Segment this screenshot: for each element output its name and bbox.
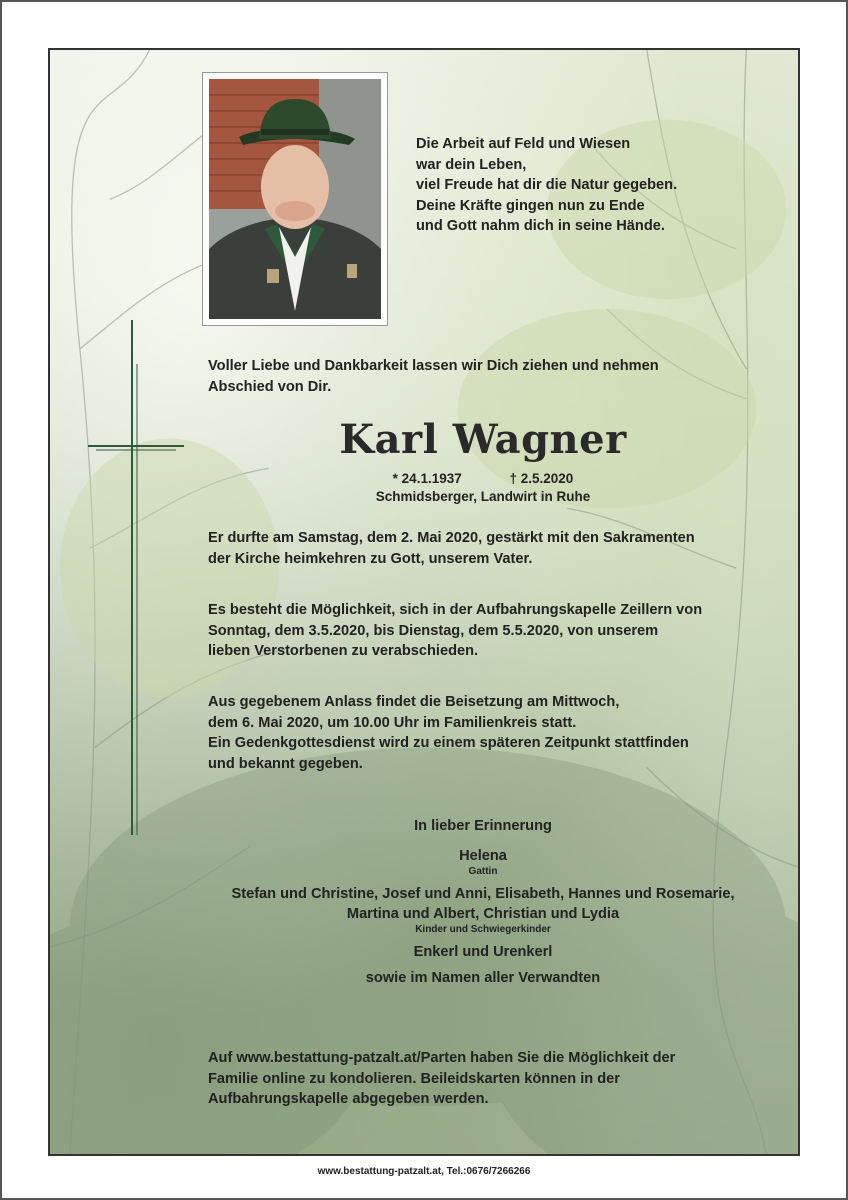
grandchildren: Enkerl und Urenkerl: [413, 944, 553, 960]
condolence-line: Aufbahrungskapelle abgegeben werden.: [208, 1091, 489, 1107]
children-line: Stefan und Christine, Josef und Anni, Elisabeth, Hannes und Rosemarie,: [231, 886, 735, 902]
paragraph-line: Es besteht die Möglichkeit, sich in der Aufbahrungskapelle Zeillern von: [208, 602, 703, 618]
burial-paragraph: [208, 692, 768, 774]
poem: [416, 134, 756, 237]
mourners-block: [170, 816, 796, 988]
poem-line: und Gott nahm dich in seine Hände.: [416, 218, 665, 234]
footer-contact: www.bestattung-patzalt.at, Tel.:0676/7266266: [317, 1166, 531, 1177]
paragraph-line: dem 6. Mai 2020, um 10.00 Uhr im Familienkreis statt.: [208, 714, 577, 731]
poem-line: war dein Leben,: [416, 156, 527, 173]
spouse-role: Gattin: [468, 866, 498, 877]
condolence-line: Auf www.bestattung-patzalt.at/Parten haben Sie die Möglichkeit der: [208, 1050, 676, 1066]
portrait-photo: [209, 79, 381, 319]
condolence-line: Familie online zu kondolieren. Beileidskarten können in der: [208, 1070, 620, 1087]
poem-line: Die Arbeit auf Feld und Wiesen: [416, 136, 631, 152]
cross-icon: [88, 320, 184, 835]
poem-line: viel Freude hat dir die Natur gegeben.: [416, 177, 678, 193]
farewell-text: [208, 356, 768, 397]
paragraph-line: der Kirche heimkehren zu Gott, unserem Vater.: [208, 550, 533, 567]
deceased-description: Schmidsberger, Landwirt in Ruhe: [375, 489, 591, 504]
farewell-line: Abschied von Dir.: [208, 378, 332, 395]
birth-date: * 24.1.1937: [392, 471, 462, 486]
viewing-paragraph: [208, 600, 768, 662]
deceased-name: Karl Wagner: [339, 416, 627, 463]
condolence-paragraph: [208, 1048, 768, 1110]
poem-line: Deine Kräfte gingen nun zu Ende: [416, 197, 645, 214]
paragraph-line: lieben Verstorbenen zu verabschieden.: [208, 643, 479, 659]
obituary-panel: [48, 48, 800, 1156]
death-date: † 2.5.2020: [509, 471, 574, 486]
children-role: Kinder und Schwiegerkinder: [415, 924, 551, 935]
portrait-frame: [202, 72, 388, 326]
farewell-line: Voller Liebe und Dankbarkeit lassen wir Dich ziehen und nehmen: [208, 358, 659, 374]
death-notice-paragraph: [208, 528, 768, 569]
paragraph-line: Aus gegebenem Anlass findet die Beisetzung am Mittwoch,: [208, 694, 620, 710]
relatives: sowie im Namen aller Verwandten: [365, 970, 601, 986]
paragraph-line: Er durfte am Samstag, dem 2. Mai 2020, gestärkt mit den Sakramenten: [208, 530, 695, 546]
life-dates: [200, 470, 766, 506]
paragraph-line: Sonntag, dem 3.5.2020, bis Dienstag, dem 5.5.2020, von unserem: [208, 622, 659, 639]
paragraph-line: und bekannt gegeben.: [208, 755, 363, 772]
mourners-intro: In lieber Erinnerung: [414, 818, 552, 834]
paragraph-line: Ein Gedenkgottesdienst wird zu einem späteren Zeitpunkt stattfinden: [208, 735, 689, 751]
children-line: Martina und Albert, Christian und Lydia: [346, 906, 620, 922]
spouse-name: Helena: [459, 848, 507, 864]
